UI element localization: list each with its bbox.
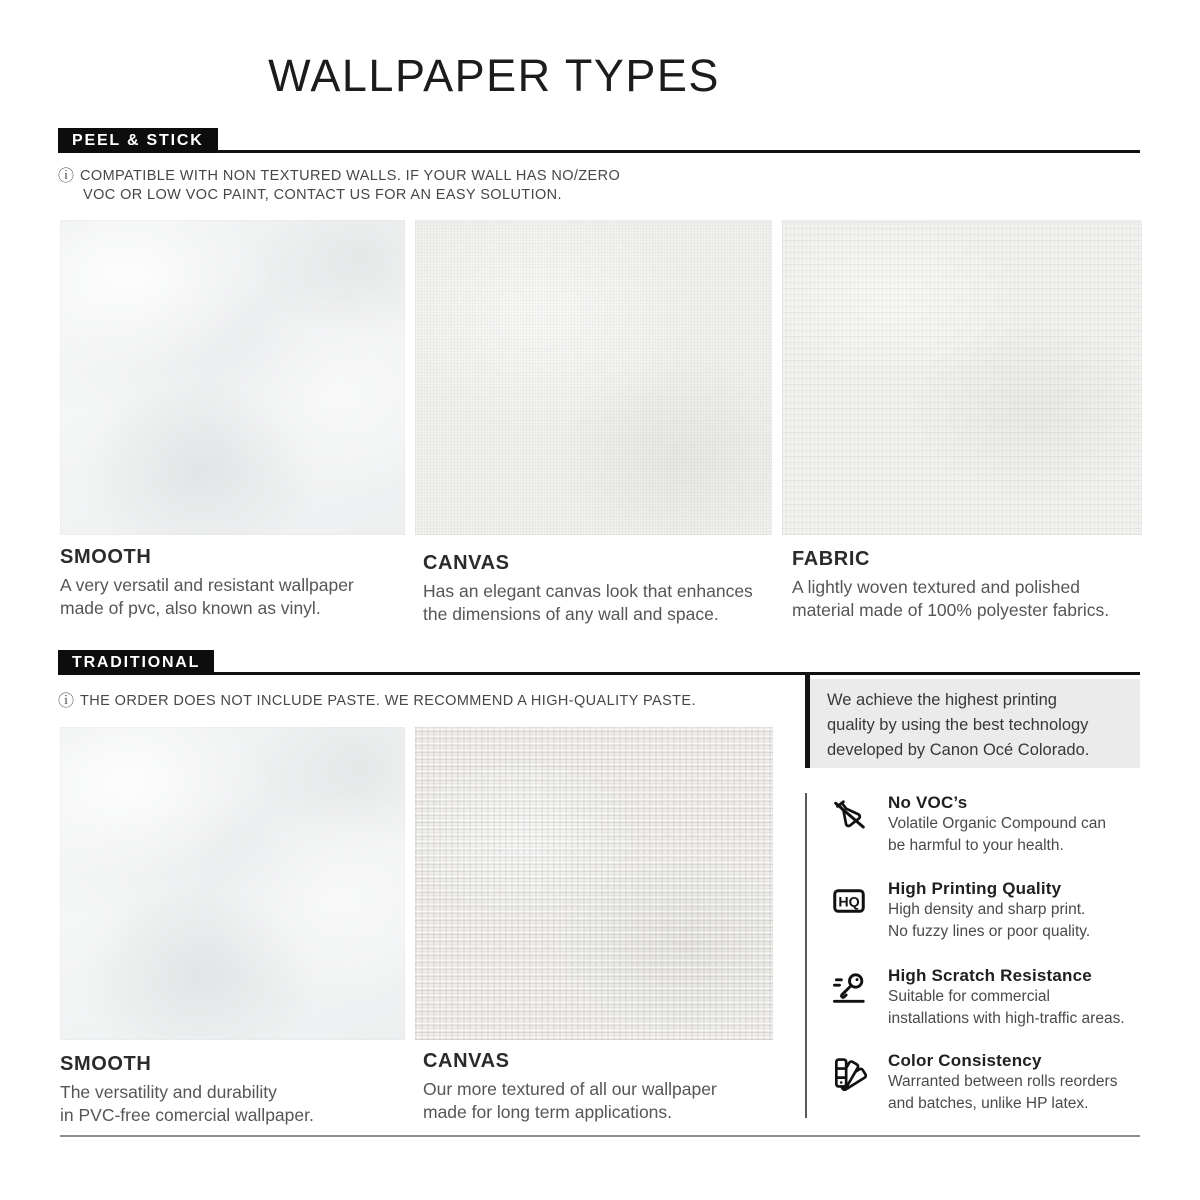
feature-title: High Printing Quality <box>888 879 1062 898</box>
feature-desc-line: High density and sharp print. <box>888 901 1086 918</box>
features-divider-line <box>805 793 807 1118</box>
note-line: COMPATIBLE WITH NON TEXTURED WALLS. IF YOUR WALL HAS NO/ZERO <box>80 168 621 184</box>
swatch-image-fabric-peel-stick <box>782 220 1142 535</box>
swatch-title: FABRIC <box>792 548 871 570</box>
note-line: THE ORDER DOES NOT INCLUDE PASTE. WE RECOMMEND A HIGH-QUALITY PASTE. <box>80 693 696 709</box>
feature-desc-line: Warranted between rolls reorders <box>888 1073 1118 1090</box>
feature-desc-line: No fuzzy lines or poor quality. <box>888 922 1091 940</box>
quote-line: We achieve the highest printing <box>827 691 1057 709</box>
feature-item-color-consistency <box>830 1051 1146 1114</box>
swatch-description: A very versatil and resistant wallpaper made of pvc, also known as vinyl. <box>60 575 354 618</box>
feature-item-high-scratch-resistance <box>830 966 1146 1029</box>
swatch-description: The versatility and durability in PVC-free comercial wallpaper. <box>60 1082 314 1125</box>
feature-desc-line: be harmful to your health. <box>888 836 1064 854</box>
swatch-image-smooth-peel-stick <box>60 220 405 535</box>
swatch-description: A lightly woven textured and polished material made of 100% polyester fabrics. <box>792 577 1110 620</box>
hq-badge-icon <box>830 882 868 920</box>
page-title: WALLPAPER TYPES <box>268 50 720 101</box>
quote-line: developed by Canon Océ Colorado. <box>827 741 1090 759</box>
swatch-title: SMOOTH <box>60 1053 152 1075</box>
hq-icon-text: HQ <box>838 894 860 911</box>
swatch-description: Our more textured of all our wallpaper made for long term applications. <box>423 1079 717 1122</box>
caption-canvas-traditional <box>423 1050 775 1124</box>
bottom-divider-line <box>60 1135 1140 1137</box>
feature-desc-line: and batches, unlike HP latex. <box>888 1094 1089 1112</box>
feature-desc-line: Volatile Organic Compound can <box>888 815 1106 832</box>
feature-title: No VOC’s <box>888 793 968 812</box>
peel-stick-rule <box>58 150 1140 153</box>
swatch-image-smooth-traditional <box>60 727 405 1040</box>
traditional-badge: TRADITIONAL <box>58 650 214 675</box>
quote-line: quality by using the best technology <box>827 716 1089 734</box>
traditional-note <box>58 692 696 711</box>
printing-quality-quote <box>810 679 1140 768</box>
info-icon: ⓘ <box>58 693 75 710</box>
peel-stick-badge: PEEL & STICK <box>58 128 218 153</box>
no-voc-flask-icon <box>830 796 868 834</box>
feature-item-no-voc <box>830 793 1146 856</box>
feature-item-high-printing-quality <box>830 879 1146 942</box>
swatch-title: CANVAS <box>423 1050 510 1072</box>
quote-accent-bar <box>805 672 810 768</box>
color-swatchbook-icon <box>830 1054 868 1092</box>
info-icon: ⓘ <box>58 168 75 185</box>
caption-fabric-peel-stick <box>792 548 1142 622</box>
caption-smooth-traditional <box>60 1053 405 1127</box>
swatch-image-canvas-traditional <box>415 727 773 1040</box>
feature-title: High Scratch Resistance <box>888 966 1092 985</box>
swatch-title: CANVAS <box>423 552 510 574</box>
caption-canvas-peel-stick <box>423 552 775 626</box>
traditional-rule <box>58 672 1140 675</box>
feature-desc-line: Suitable for commercial <box>888 988 1050 1005</box>
peel-stick-note <box>58 167 620 205</box>
swatch-title: SMOOTH <box>60 546 152 568</box>
swatch-description: Has an elegant canvas look that enhances the dimensions of any wall and space. <box>423 581 753 624</box>
scratch-key-icon <box>830 969 868 1007</box>
note-line: VOC OR LOW VOC PAINT, CONTACT US FOR AN EASY SOLUTION. <box>83 187 562 203</box>
feature-title: Color Consistency <box>888 1051 1042 1070</box>
feature-desc-line: installations with high-traffic areas. <box>888 1009 1125 1027</box>
swatch-image-canvas-peel-stick <box>415 220 772 535</box>
caption-smooth-peel-stick <box>60 546 405 620</box>
